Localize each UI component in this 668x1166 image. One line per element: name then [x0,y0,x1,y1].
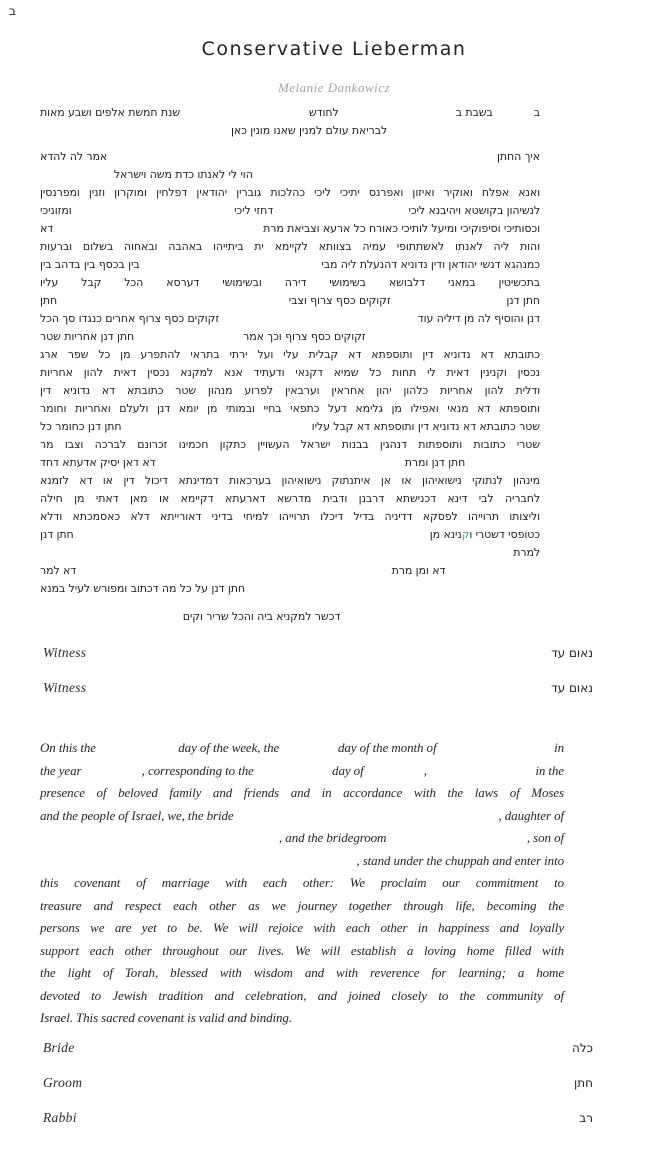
english-line: treasure and respect each other as we journey together through life, becoming the [40,897,564,913]
hebrew-line [40,562,540,580]
english-line [40,827,564,850]
blank-field [72,213,234,214]
text-segment: דנן והוסיף לה מן דיליה עוד [417,312,540,325]
text-segment: חתן דנן כחומר כל [40,420,122,433]
english-text-block [40,737,564,1030]
blank-field [57,303,289,304]
blank-field [366,339,540,340]
hebrew-text-block [40,104,540,626]
hebrew-line [40,328,540,346]
blank-field [427,774,535,775]
text-segment: , stand under the chuppah and enter into [356,852,564,868]
text-segment: day of the week, the [178,740,280,755]
text-segment: On this the [40,740,96,755]
text-segment: הוי לי לאנתו כדת משה וישראל [113,168,253,181]
blank-field [279,751,338,752]
text-segment: חתן דנן על כל מה דכתוב ומפורש לעיל במנא [40,582,245,595]
artist-name: Melanie Dankowicz [277,80,391,95]
hebrew-line [40,608,540,626]
text-segment: דא ומן מרת [391,564,446,577]
blank-field [254,774,332,775]
hebrew-line [40,104,540,122]
text-segment: ק [461,528,470,541]
witness-row [43,645,593,665]
blank-field [219,321,418,322]
rabbi-hebrew-label: רב [579,1111,593,1125]
text-segment: חתן דנן ומרת [404,456,466,469]
text-segment: דא למר [40,564,77,577]
bride-label: Bride [43,1040,75,1055]
english-line: persons we are yet to be. We will rejoice with each other in happiness and loyally [40,920,564,935]
text-segment: in the [535,762,564,778]
blank-field [180,115,309,116]
blank-field [364,774,424,775]
text-segment: , corresponding to the [141,762,254,778]
text-segment: חתן דנן [40,528,74,541]
text-segment: זקוקים כסף צרוף וצבי [288,294,391,307]
blank-field [107,159,497,160]
hebrew-line [40,310,540,328]
text-segment: , daughter of [498,807,564,823]
hebrew-line [40,202,540,220]
english-line: the light of Torah, blessed with wisdom and with reverence for learning; a home [40,965,564,980]
hebrew-line: בתכשיטין במאני דלבושא בשימושי דירה ובשימושי דערסא הכל קבל עליו [40,276,540,289]
text-segment: שטר כתובתא דא נדוניא דין ותוספתא דא קבל עליו [311,420,540,433]
blank-field [340,619,540,620]
groom-hebrew-label: חתן [574,1076,593,1090]
blank-field [76,573,391,574]
text-segment: , son of [526,830,564,845]
english-line [40,850,564,873]
blank-field [140,267,322,268]
text-segment: נינא מן [429,528,462,541]
text-segment: חתן דנן [506,294,540,307]
groom-label: Groom [43,1075,83,1090]
hebrew-line: ותוספתא דא מנאי ואפילו מן גלימא דעל כתפאי בחיי ובמותי מן יומא דנן ולעלם ואחריות וחומר [40,402,540,415]
hebrew-line: מינהון לנתוקי נישואיהון או אן איתנתוק נישואיהון בערכאות דמדינתא דיכול דין או דא לזמנא [40,474,540,487]
text-segment: זקוקים כסף צרוף אחרים כנגדו סך הכל [40,312,220,325]
witness-hebrew-label: נאום עד [551,681,593,695]
text-segment: ב [533,106,540,119]
witness-hebrew-label: נאום עד [551,646,593,660]
english-line [40,737,564,760]
text-segment: , [423,762,427,778]
witness-label: Witness [43,645,87,660]
hebrew-line [40,166,540,184]
text-segment: day of the month of [337,740,437,755]
text-segment: למרת [513,546,540,559]
signature-row [43,1075,593,1095]
text-segment: דא דאן יסיק אדעתא דחד [40,456,156,469]
blank-field [436,751,554,752]
text-segment: דחזי ליכי [234,204,274,217]
blank-field [387,133,540,134]
english-line: presence of beloved family and friends and in accordance with the laws of Moses [40,785,564,800]
text-segment: בשבת ב [455,106,493,119]
text-segment: זקוקים כסף צרוף וכך אמר [243,330,366,343]
blank-field [465,465,540,466]
blank-field [445,573,540,574]
text-segment: day of [332,762,364,778]
text-segment: לחודש [308,106,339,119]
corner-mark: ב [9,4,16,18]
hebrew-line [40,454,540,472]
hebrew-line: כתובתא דא נדוניא דין ותוספתא דא קבלית עלי ועל ירתי בתראי להתפרע מן כל שפר ארג [40,348,540,361]
blank-field [81,774,141,775]
signature-row [43,1040,593,1060]
blank-field [53,231,263,232]
english-line: devoted to Jewish tradition and celebration, and joined closely to the community of [40,987,564,1003]
english-line: this covenant of marriage with each other: We proclaim our commitment to [40,875,564,890]
blank-field [386,841,527,842]
hebrew-line: שטרי כתובות ותוספתות דנהגין בבנות ישראל העשויין כתקון חכמינו זכרונם לברכה וצבו מר [40,438,540,451]
hebrew-line [40,580,540,598]
english-line: Israel. This sacred covenant is valid and binding. [40,1010,292,1025]
hebrew-line [40,292,540,310]
blank-field [339,115,456,116]
blank-field [40,177,114,178]
text-segment: לנשיהון בקושטא ויהיבנא ליכי [408,204,540,217]
signature-row [43,1110,593,1130]
english-line: support each other throughout our lives. We will establish a loving home filled with [40,942,564,958]
text-segment: חתן דנן אחריות שטר [40,330,135,343]
blank-field [121,429,311,430]
text-segment: חתן [40,294,58,307]
hebrew-line: ואנא אפלח ואוקיר ואיזון ואפרנס יתיכי ליכי כהלכות גוברין יהודאין דפלחין ומוקרון וזנין ומפרנסין [40,186,540,199]
blank-field [96,751,178,752]
blank-field [40,133,231,134]
text-segment: כטופסי דשטרי ו [469,528,540,541]
hebrew-line: נכסין וקנינין דאית לי תחות כל שמיא דקנאי ודעתיד אנא למקנא נכסין דאית להון אחריות [40,366,540,379]
blank-field [253,177,540,178]
hebrew-line: והות ליה לאנתו לאשתתופי עמיה בצוותא לקיימא ית ביתייהו באהבה ובאחוה בשלום וברעות [40,240,540,253]
witness-label: Witness [43,680,87,695]
blank-field [134,339,243,340]
text-segment: לבריאת עולם למנין שאנו מונין כאן [230,124,388,137]
page-title: Conservative Lieberman [201,38,467,60]
text-segment: and the people of Israel, we, the bride [40,807,234,823]
blank-field [40,555,513,556]
text-segment: , and the bridegroom [279,830,387,845]
blank-field [40,619,183,620]
hebrew-line [40,544,540,562]
blank-field [74,537,430,538]
text-segment: ומזוניכי [40,204,72,217]
text-segment: דכשר למקניא ביה והכל שריר וקים [182,610,341,623]
bride-hebrew-label: כלה [571,1041,593,1055]
blank-field [234,819,499,820]
witness-row [43,680,593,700]
english-line [40,805,564,828]
blank-field [245,591,540,592]
text-segment: בין בכסף בין בדהב בין [40,258,140,271]
hebrew-line [40,220,540,238]
hebrew-line [40,148,540,166]
rabbi-label: Rabbi [43,1110,77,1125]
signature-section [43,1040,593,1145]
hebrew-line: וליצותו תרוייהו לפסקא דדיניה בדיל דיכלו תרוייהו למיחי בדיני דאורייתא דלא כאסמכתא ודלא [40,510,540,523]
blank-field [155,465,404,466]
hebrew-line: ודלית להון אחריות כלהון יהון אחראין וערבאין לפרוע מנהון שטר כתובתא דא נדוניא דין [40,384,540,397]
text-segment: כמנהגא דנשי יהודאן ודין נדוניא דהנעלת ליה מבי [321,258,540,271]
text-segment: וכסותיכי וסיפוקיכי ומיעל לותיכי כאורח כל ארעא וצביאת מרת [263,222,540,235]
text-segment: in [554,740,564,755]
text-segment: איך החתן [496,150,540,163]
blank-field [40,864,356,865]
text-segment: the year [40,762,82,778]
witness-section [43,645,593,715]
hebrew-line [40,526,540,544]
blank-field [391,303,507,304]
hebrew-line [40,418,540,436]
text-segment: דא [40,222,54,235]
blank-field [273,213,408,214]
text-segment: שנת חמשת אלפים ושבע מאות [40,106,181,119]
text-segment: אמר לה להדא [40,150,108,163]
hebrew-line: לחבריה לבי דינא דכנישתא דרבנן ודבית מדרשא דארעתא דקיימא או מאן דאתי מן חילה [40,492,540,505]
hebrew-line [40,256,540,274]
blank-field [493,115,534,116]
english-line [40,760,564,783]
hebrew-line [40,122,540,140]
blank-field [40,841,279,842]
